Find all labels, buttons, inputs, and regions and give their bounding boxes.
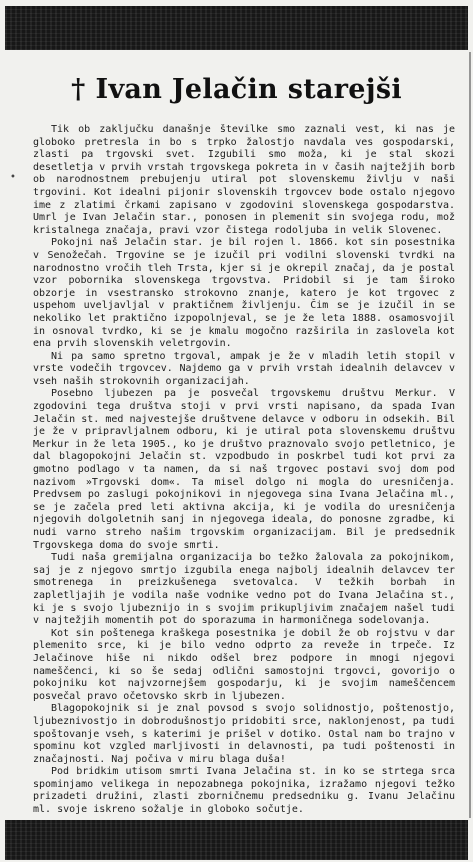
scan-edge-line — [469, 52, 471, 818]
top-border-band — [5, 6, 468, 50]
bottom-border-band — [5, 820, 468, 860]
article-paragraph: Tik ob zaključku današnje številke smo zaznali vest, ki nas je globoko pretresla in bo s trpko žalostjo navdala ves gospodarski, zlasti pa trgovski svet. Izgubili smo moža, ki je stal skozi desetletja v prvih vrstah trgovskega pokreta in v časih najtežjih borb ob narodnostnem prebujenju utiral pot slovenskemu življu v naši trgovini. Kot idealni pijonir slovenskih trgovcev bode ostalo njegovo ime z zlatimi črkami zapisano v zgodovini slovenskega gospodarstva. Umrl je Ivan Jelačin star., ponosen in plemenit sin svojega rodu, mož kristalnega značaja, pravi vzor čistega rodoljuba in velik Slovenec. — [33, 124, 455, 236]
margin-mark: • — [10, 172, 16, 183]
article-paragraph: Posebno ljubezen pa je posvečal trgovskemu društvu Merkur. V zgodovini tega društva stoji v prvi vrsti napisano, da spada Ivan Jelačin st. med najvestejše društvene delavce v odboru in odsekih. Bil je že v pripravljalnem odboru, ki je utiral pota slovenskemu društvu Merkur in že leta 1905., ko je društvo praznovalo svojo petletnico, je dal blagopokojni Jelačin st. vzpodbudo in poskrbel tudi kot prvi za gmotno podlago v ta namen, da si naš trgovec postavi svoj dom pod nazivom »Trgovski dom«. Ta misel dolgo ni mogla do uresničenja. Predvsem po zaslugi pokojnikovi in njegovega sina Ivana Jelačina ml., se je začela pred leti aktivna akcija, ki je vodila do uresničenja njegovih dolgoletnih sanj in njegovega ideala, do ponosne zgradbe, ki nudi varno streho našim trgovskim organizacijam. Bil je predsednik Trgovskega doma do svoje smrti. — [33, 388, 455, 551]
article-body — [33, 124, 455, 817]
cross-icon: † — [71, 74, 86, 105]
article-paragraph: Tudi naša gremijalna organizacija bo težko žalovala za pokojnikom, saj je z njegovo smrtjo izgubila enega najbolj idealnih delavcev ter smotrenega in preizkušenega svetovalca. V težkih borbah in zapletljajih je vodila naše vodnike vedno pot do Ivana Jelačina st., ki je s svojo ljubeznijo in s svojim prikupljivim značajem našel tudi v najtežjih momentih pot do sporazuma in harmoničnega sodelovanja. — [33, 552, 455, 627]
article-title-text: Ivan Jelačin starejši — [95, 74, 402, 105]
article-paragraph: Ni pa samo spretno trgoval, ampak je že v mladih letih stopil v vrste vodečih trgovcev. Najdemo ga v prvih vrstah idealnih delavcev v vseh naših strokovnih organizacijah. — [33, 350, 455, 387]
article-paragraph: Pod bridkim utisom smrti Ivana Jelačina st. in ko se strtega srca spominjamo velikega in nepozabnega pokojnika, izražamo njegovi težko prizadeti družini, zlasti zborničnemu predsedniku g. Ivanu Jelačinu ml. svoje iskreno sožalje in globoko sočutje. — [33, 766, 455, 816]
article-paragraph: Blagopokojnik si je znal povsod s svojo solidnostjo, poštenostjo, ljubeznivostjo in dobrodušnostjo pridobiti srce, naklonjenost, pa tudi spoštovanje vseh, s katerimi je prišel v dotiko. Ostal nam bo trajno v spominu kot vzgled marljivosti in delavnosti, pa tudi poštenosti in značajnosti. Naj počiva v miru blaga duša! — [33, 703, 455, 765]
article-paragraph: Pokojni naš Jelačin star. je bil rojen l. 1866. kot sin posestnika v Senožečah. Trgovine se je izučil pri vodilni slovenski tvrdki na narodnostno vročih tleh Trsta, kjer si je okrepil značaj, da je postal vzor pobornika slovenskega trgovstva. Pridobil si je tam široko obzorje in vsestransko strokovno znanje, katero je kot trgovec z uspehom uveljavljal v praktičnem življenju. Čim se je izučil in se nekoliko let praktično izpopolnjeval, se je že leta 1888. osamosvojil in osnoval tvrdko, ki se je kmalu mogočno razširila in zaslovela kot ena prvih slovenskih veletrgovin. — [33, 237, 455, 350]
article-title — [0, 74, 473, 105]
article-paragraph: Kot sin poštenega kraškega posestnika je dobil že ob rojstvu v dar plemenito srce, ki je bilo vedno odprto za reveže in trpeče. Iz Jelačinove hiše ni nikdo odšel brez podpore in mnogi njegovi nameščenci, ki so še sedaj odlični samostojni trgovci, govorijo o pokojniku kot najvzornejšem gospodarju, ki je svojim nameščencem posvečal pravo očetovsko skrb in ljubezen. — [33, 627, 455, 702]
